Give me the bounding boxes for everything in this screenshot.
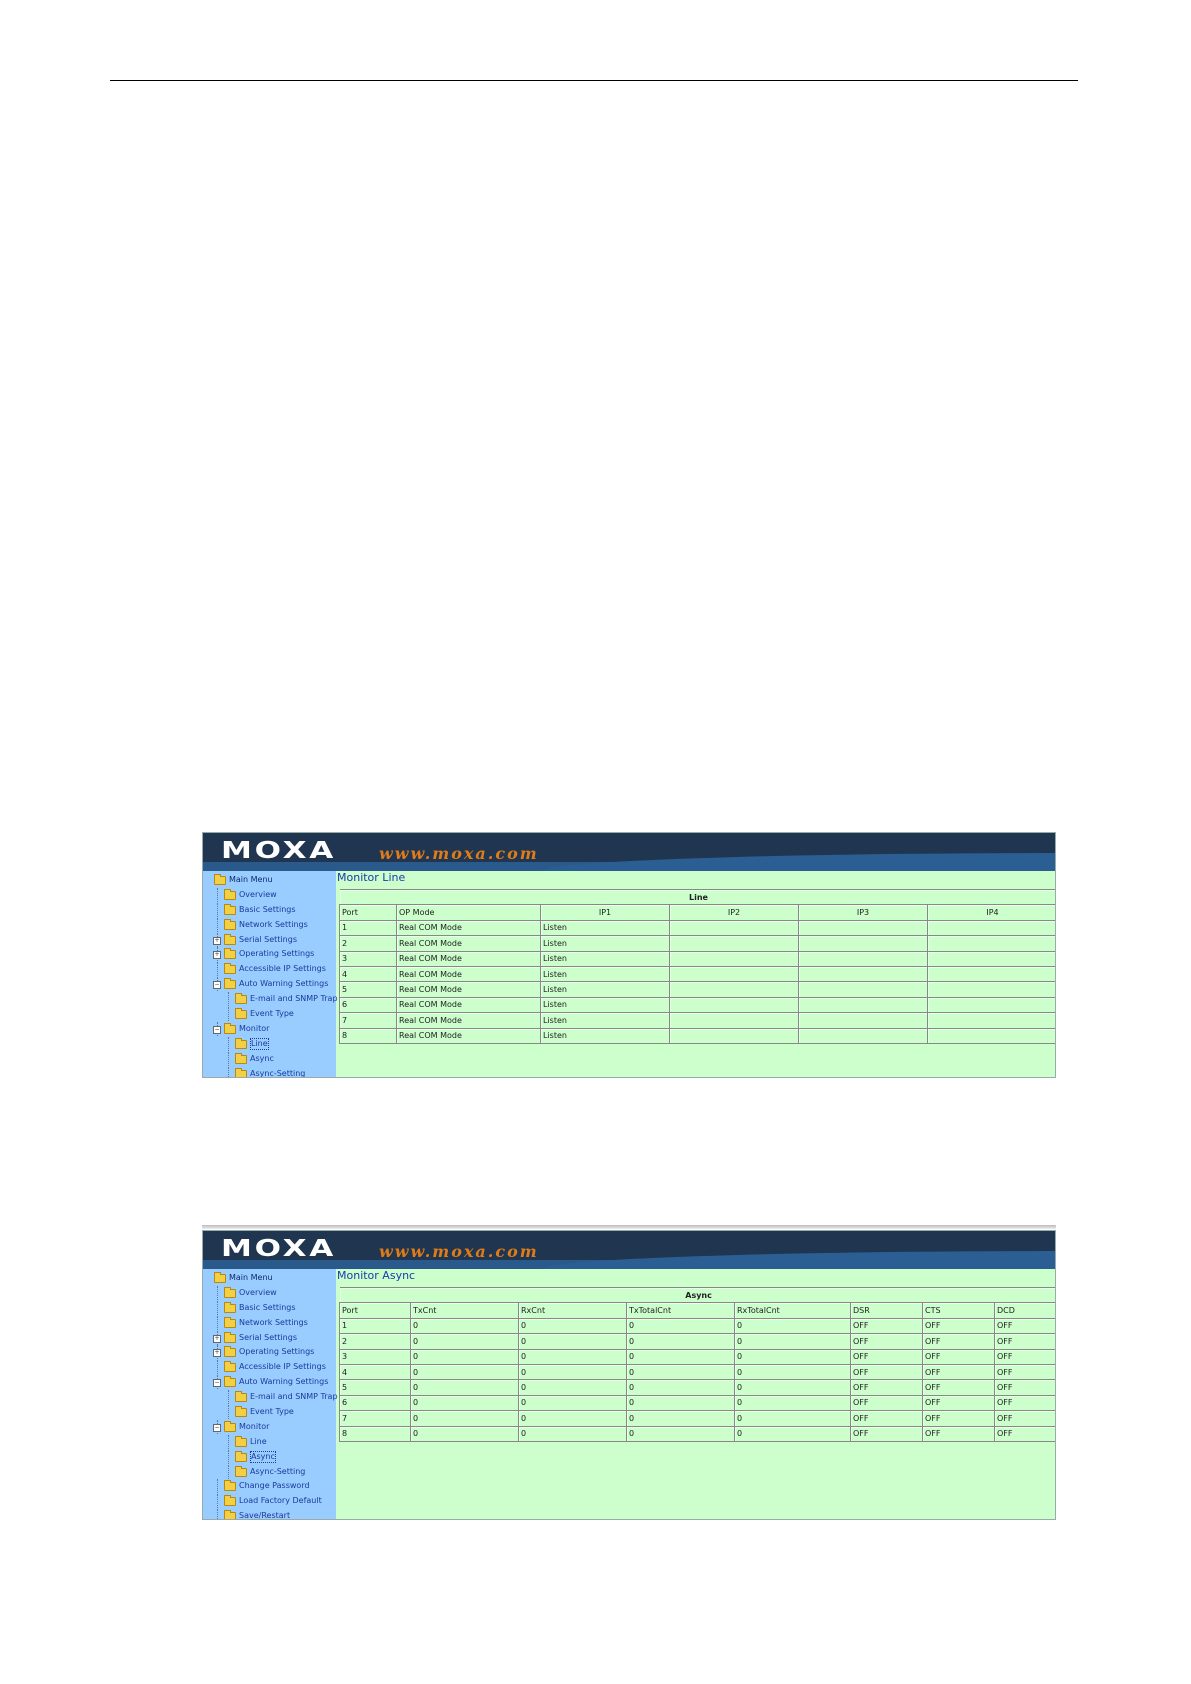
table-cell-txcnt: 0 xyxy=(411,1318,519,1333)
table-cell-dcd: OFF xyxy=(995,1380,1057,1395)
tree-connector xyxy=(217,1479,218,1493)
table-row xyxy=(340,951,1057,966)
table-row xyxy=(340,1395,1057,1410)
table-cell-port: 7 xyxy=(340,1013,397,1028)
table-cell-dsr: OFF xyxy=(851,1395,923,1410)
table-row xyxy=(340,1334,1057,1349)
folder-icon xyxy=(224,1363,236,1372)
table-cell-txtotalcnt: 0 xyxy=(627,1318,735,1333)
table-cell-ip2 xyxy=(670,951,799,966)
table-cell-txcnt: 0 xyxy=(411,1395,519,1410)
table-row xyxy=(340,1426,1057,1441)
sidebar-item-serial-settings[interactable] xyxy=(203,933,336,948)
sidebar-item-label: Serial Settings xyxy=(239,934,297,944)
column-header-txcnt: TxCnt xyxy=(411,1303,519,1318)
table-cell-dsr: OFF xyxy=(851,1364,923,1379)
sidebar-item-label: Overview xyxy=(239,889,277,899)
table-cell-ip4 xyxy=(928,951,1057,966)
collapse-icon[interactable]: − xyxy=(214,1379,220,1387)
table-cell-ip3 xyxy=(799,982,928,997)
column-header-port: Port xyxy=(340,1303,411,1318)
table-cell-txcnt: 0 xyxy=(411,1426,519,1441)
sidebar-item-label: Network Settings xyxy=(239,919,308,929)
table-row xyxy=(340,1364,1057,1379)
async-table xyxy=(339,1287,1056,1442)
sidebar-item-overview[interactable] xyxy=(203,888,336,903)
table-cell-ip1: Listen xyxy=(541,951,670,966)
sidebar-item-async[interactable] xyxy=(203,1052,336,1067)
table-cell-txtotalcnt: 0 xyxy=(627,1349,735,1364)
sidebar-item-async-setting[interactable] xyxy=(203,1067,336,1078)
folder-icon xyxy=(235,1408,247,1417)
sidebar-item-label: Change Password xyxy=(239,1481,310,1491)
table-row xyxy=(340,920,1057,935)
sidebar-item-basic-settings[interactable] xyxy=(203,903,336,918)
table-cell-port: 4 xyxy=(340,966,397,981)
table-header-row xyxy=(340,905,1057,920)
folder-icon xyxy=(224,906,236,915)
table-cell-rxtotalcnt: 0 xyxy=(735,1426,851,1441)
table-cell-port: 8 xyxy=(340,1426,411,1441)
sidebar-item-label: Line xyxy=(251,1038,268,1048)
table-cell-cts: OFF xyxy=(923,1334,995,1349)
table-cell-ip1: Listen xyxy=(541,966,670,981)
sidebar-item-accessible-ip-settings[interactable] xyxy=(203,962,336,977)
collapse-icon[interactable]: − xyxy=(214,981,220,989)
tree-connector xyxy=(228,1450,229,1464)
moxa-url[interactable]: www.moxa.com xyxy=(379,1242,539,1261)
page-title: Monitor Async xyxy=(337,1269,416,1282)
table-row xyxy=(340,1013,1057,1028)
expand-icon[interactable]: + xyxy=(214,951,220,959)
sidebar-item-serial-settings[interactable] xyxy=(203,1331,336,1346)
table-cell-rxcnt: 0 xyxy=(519,1334,627,1349)
main-content xyxy=(337,1269,1055,1519)
table-cell-ip4 xyxy=(928,966,1057,981)
table-cell-port: 1 xyxy=(340,1318,411,1333)
sidebar-item-line[interactable] xyxy=(203,1037,336,1052)
table-cell-cts: OFF xyxy=(923,1395,995,1410)
table-cell-dcd: OFF xyxy=(995,1349,1057,1364)
folder-icon xyxy=(214,1274,226,1283)
table-cell-port: 6 xyxy=(340,997,397,1012)
tree-connector xyxy=(228,1465,229,1479)
folder-icon xyxy=(235,1055,247,1064)
column-header-ip1: IP1 xyxy=(541,905,670,920)
folder-icon xyxy=(224,1025,236,1034)
sidebar-item-label: Overview xyxy=(239,1287,277,1297)
table-cell-op-mode: Real COM Mode xyxy=(397,920,541,935)
table-cell-port: 1 xyxy=(340,920,397,935)
table-cell-dcd: OFF xyxy=(995,1334,1057,1349)
moxa-banner xyxy=(203,1231,1055,1269)
table-cell-ip4 xyxy=(928,920,1057,935)
table-cell-ip2 xyxy=(670,997,799,1012)
folder-icon xyxy=(224,1497,236,1506)
sidebar-item-label: Monitor xyxy=(239,1421,270,1431)
sidebar-item-e-mail-and-snmp-trap[interactable] xyxy=(203,1390,336,1405)
collapse-icon[interactable]: − xyxy=(214,1025,220,1033)
table-cell-port: 2 xyxy=(340,936,397,951)
tree-connector xyxy=(217,1316,218,1330)
folder-icon xyxy=(224,1289,236,1298)
tree-connector xyxy=(228,1435,229,1449)
table-cell-txtotalcnt: 0 xyxy=(627,1395,735,1410)
sidebar-item-event-type[interactable] xyxy=(203,1007,336,1022)
table-cell-op-mode: Real COM Mode xyxy=(397,982,541,997)
table-cell-port: 3 xyxy=(340,1349,411,1364)
table-cell-port: 6 xyxy=(340,1395,411,1410)
banner-wave xyxy=(543,1251,1055,1269)
table-cell-rxtotalcnt: 0 xyxy=(735,1364,851,1379)
table-cell-cts: OFF xyxy=(923,1426,995,1441)
sidebar-item-async-setting[interactable] xyxy=(203,1465,336,1480)
table-cell-ip2 xyxy=(670,966,799,981)
tree-connector xyxy=(228,1052,229,1066)
table-cell-op-mode: Real COM Mode xyxy=(397,1028,541,1043)
tree-connector xyxy=(217,918,218,932)
folder-icon xyxy=(235,1468,247,1477)
folder-icon xyxy=(224,1512,236,1520)
table-cell-txcnt: 0 xyxy=(411,1364,519,1379)
table-caption: Async xyxy=(340,1288,1057,1303)
table-row xyxy=(340,1380,1057,1395)
tree-connector xyxy=(217,1494,218,1508)
sidebar-item-label: E-mail and SNMP Trap xyxy=(250,994,338,1004)
sidebar-item-main-menu[interactable] xyxy=(203,873,336,888)
table-cell-txcnt: 0 xyxy=(411,1380,519,1395)
collapse-icon[interactable]: − xyxy=(214,1423,220,1431)
table-cell-dsr: OFF xyxy=(851,1318,923,1333)
folder-icon xyxy=(235,1010,247,1019)
table-cell-txtotalcnt: 0 xyxy=(627,1380,735,1395)
tree-connector xyxy=(228,1037,229,1051)
table-cell-dcd: OFF xyxy=(995,1395,1057,1410)
folder-icon xyxy=(224,1423,236,1432)
table-cell-ip4 xyxy=(928,1013,1057,1028)
screenshot-monitor-async xyxy=(202,1230,1056,1520)
sidebar-item-label: Basic Settings xyxy=(239,1302,296,1312)
table-cell-port: 2 xyxy=(340,1334,411,1349)
menu-tree xyxy=(203,1269,336,1520)
sidebar-item-event-type[interactable] xyxy=(203,1405,336,1420)
table-cell-port: 8 xyxy=(340,1028,397,1043)
folder-icon xyxy=(224,936,236,945)
sidebar-item-network-settings[interactable] xyxy=(203,1316,336,1331)
sidebar-item-label: Accessible IP Settings xyxy=(239,964,326,974)
table-cell-ip4 xyxy=(928,982,1057,997)
sidebar-item-label: Operating Settings xyxy=(239,1347,315,1357)
column-header-ip3: IP3 xyxy=(799,905,928,920)
table-cell-cts: OFF xyxy=(923,1318,995,1333)
column-header-ip4: IP4 xyxy=(928,905,1057,920)
table-cell-port: 4 xyxy=(340,1364,411,1379)
table-cell-op-mode: Real COM Mode xyxy=(397,966,541,981)
sidebar-item-operating-settings[interactable] xyxy=(203,947,336,962)
table-header-row xyxy=(340,1303,1057,1318)
folder-icon xyxy=(224,950,236,959)
sidebar-item-monitor[interactable] xyxy=(203,1420,336,1435)
table-cell-rxcnt: 0 xyxy=(519,1426,627,1441)
moxa-url[interactable]: www.moxa.com xyxy=(379,844,539,863)
table-cell-dcd: OFF xyxy=(995,1411,1057,1426)
sidebar-item-async[interactable] xyxy=(203,1450,336,1465)
moxa-logo[interactable]: MOXA xyxy=(221,838,336,864)
column-header-dsr: DSR xyxy=(851,1303,923,1318)
table-cell-ip3 xyxy=(799,1028,928,1043)
table-caption: Line xyxy=(340,890,1057,905)
table-caption-row xyxy=(340,1288,1057,1303)
table-cell-txtotalcnt: 0 xyxy=(627,1426,735,1441)
tree-connector xyxy=(217,888,218,902)
table-cell-txtotalcnt: 0 xyxy=(627,1411,735,1426)
table-cell-port: 5 xyxy=(340,1380,411,1395)
folder-icon xyxy=(235,1453,247,1462)
sidebar-item-auto-warning-settings[interactable] xyxy=(203,1375,336,1390)
table-cell-ip2 xyxy=(670,1028,799,1043)
table-cell-rxtotalcnt: 0 xyxy=(735,1411,851,1426)
table-cell-ip1: Listen xyxy=(541,936,670,951)
page-title: Monitor Line xyxy=(337,871,406,884)
menu-tree xyxy=(203,871,336,1078)
table-cell-ip1: Listen xyxy=(541,1013,670,1028)
sidebar-item-overview[interactable] xyxy=(203,1286,336,1301)
sidebar-item-save-restart[interactable] xyxy=(203,1509,336,1520)
sidebar-item-label: Async-Setting xyxy=(250,1466,306,1476)
screenshot-monitor-line xyxy=(202,832,1056,1078)
table-cell-port: 7 xyxy=(340,1411,411,1426)
expand-icon[interactable]: + xyxy=(214,1349,220,1357)
table-cell-rxtotalcnt: 0 xyxy=(735,1349,851,1364)
table-cell-dsr: OFF xyxy=(851,1411,923,1426)
table-row xyxy=(340,1411,1057,1426)
screenshot-top-edge xyxy=(202,1225,1056,1229)
sidebar-item-monitor[interactable] xyxy=(203,1022,336,1037)
sidebar-item-label: Basic Settings xyxy=(239,904,296,914)
sidebar-item-label: Operating Settings xyxy=(239,949,315,959)
table-cell-txcnt: 0 xyxy=(411,1349,519,1364)
sidebar-item-main-menu[interactable] xyxy=(203,1271,336,1286)
table-row xyxy=(340,1028,1057,1043)
table-cell-ip3 xyxy=(799,966,928,981)
sidebar-item-label: Monitor xyxy=(239,1023,270,1033)
table-cell-ip1: Listen xyxy=(541,1028,670,1043)
table-row xyxy=(340,997,1057,1012)
column-header-rxtotalcnt: RxTotalCnt xyxy=(735,1303,851,1318)
sidebar-item-label: Line xyxy=(250,1436,267,1446)
sidebar-item-label: E-mail and SNMP Trap xyxy=(250,1392,338,1402)
table-cell-ip4 xyxy=(928,1028,1057,1043)
table-cell-ip4 xyxy=(928,936,1057,951)
table-cell-ip2 xyxy=(670,1013,799,1028)
sidebar-item-label: Event Type xyxy=(250,1009,294,1019)
table-cell-ip2 xyxy=(670,936,799,951)
folder-icon xyxy=(224,1348,236,1357)
folder-icon xyxy=(235,1438,247,1447)
table-cell-rxcnt: 0 xyxy=(519,1380,627,1395)
sidebar-item-accessible-ip-settings[interactable] xyxy=(203,1360,336,1375)
folder-icon xyxy=(224,1334,236,1343)
sidebar-item-operating-settings[interactable] xyxy=(203,1345,336,1360)
folder-icon xyxy=(235,995,247,1004)
sidebar-item-auto-warning-settings[interactable] xyxy=(203,977,336,992)
sidebar-item-label: Load Factory Default xyxy=(239,1496,322,1506)
sidebar-item-label: Save/Restart xyxy=(239,1511,291,1520)
table-cell-cts: OFF xyxy=(923,1411,995,1426)
main-content xyxy=(337,871,1055,1077)
table-cell-ip4 xyxy=(928,997,1057,1012)
table-cell-ip3 xyxy=(799,936,928,951)
header-rule xyxy=(110,80,1078,81)
column-header-rxcnt: RxCnt xyxy=(519,1303,627,1318)
folder-icon xyxy=(224,1304,236,1313)
table-cell-ip3 xyxy=(799,951,928,966)
table-cell-rxtotalcnt: 0 xyxy=(735,1380,851,1395)
column-header-cts: CTS xyxy=(923,1303,995,1318)
sidebar-item-change-password[interactable] xyxy=(203,1479,336,1494)
folder-icon xyxy=(214,876,226,885)
column-header-txtotalcnt: TxTotalCnt xyxy=(627,1303,735,1318)
table-cell-rxcnt: 0 xyxy=(519,1364,627,1379)
sidebar-item-label: Auto Warning Settings xyxy=(239,979,329,989)
tree-connector xyxy=(228,1390,229,1404)
tree-connector xyxy=(228,1067,229,1078)
table-cell-rxcnt: 0 xyxy=(519,1318,627,1333)
table-cell-ip3 xyxy=(799,997,928,1012)
tree-connector xyxy=(217,1286,218,1300)
folder-icon xyxy=(224,1482,236,1491)
table-row xyxy=(340,1318,1057,1333)
table-cell-dcd: OFF xyxy=(995,1426,1057,1441)
table-cell-port: 5 xyxy=(340,982,397,997)
table-cell-ip3 xyxy=(799,1013,928,1028)
sidebar-menu xyxy=(203,871,336,1077)
moxa-banner xyxy=(203,833,1055,871)
expand-icon[interactable]: + xyxy=(214,1334,220,1342)
sidebar-item-e-mail-and-snmp-trap[interactable] xyxy=(203,992,336,1007)
table-cell-dsr: OFF xyxy=(851,1334,923,1349)
table-caption-row xyxy=(340,890,1057,905)
table-cell-cts: OFF xyxy=(923,1349,995,1364)
column-header-dcd: DCD xyxy=(995,1303,1057,1318)
table-cell-cts: OFF xyxy=(923,1364,995,1379)
column-header-port: Port xyxy=(340,905,397,920)
banner-wave xyxy=(543,853,1055,871)
folder-icon xyxy=(235,1040,247,1049)
sidebar-item-label: Async xyxy=(250,1053,274,1063)
table-cell-dsr: OFF xyxy=(851,1426,923,1441)
table-cell-port: 3 xyxy=(340,951,397,966)
sidebar-item-label: Network Settings xyxy=(239,1317,308,1327)
sidebar-item-basic-settings[interactable] xyxy=(203,1301,336,1316)
folder-icon xyxy=(224,891,236,900)
table-cell-ip1: Listen xyxy=(541,920,670,935)
tree-connector xyxy=(217,1360,218,1374)
table-row xyxy=(340,1349,1057,1364)
table-cell-rxtotalcnt: 0 xyxy=(735,1395,851,1410)
table-cell-rxcnt: 0 xyxy=(519,1349,627,1364)
column-header-ip2: IP2 xyxy=(670,905,799,920)
table-cell-txtotalcnt: 0 xyxy=(627,1334,735,1349)
table-cell-ip3 xyxy=(799,920,928,935)
table-cell-txtotalcnt: 0 xyxy=(627,1364,735,1379)
table-cell-ip2 xyxy=(670,920,799,935)
sidebar-menu xyxy=(203,1269,336,1519)
moxa-logo[interactable]: MOXA xyxy=(221,1236,336,1262)
table-cell-dcd: OFF xyxy=(995,1318,1057,1333)
folder-icon xyxy=(224,965,236,974)
table-cell-ip1: Listen xyxy=(541,997,670,1012)
table-cell-dsr: OFF xyxy=(851,1380,923,1395)
sidebar-item-label: Serial Settings xyxy=(239,1332,297,1342)
table-row xyxy=(340,936,1057,951)
table-row xyxy=(340,982,1057,997)
tree-connector xyxy=(217,903,218,917)
table-cell-rxcnt: 0 xyxy=(519,1411,627,1426)
table-cell-dcd: OFF xyxy=(995,1364,1057,1379)
tree-connector xyxy=(228,992,229,1006)
folder-icon xyxy=(224,980,236,989)
table-cell-op-mode: Real COM Mode xyxy=(397,951,541,966)
table-cell-txcnt: 0 xyxy=(411,1411,519,1426)
table-cell-ip2 xyxy=(670,982,799,997)
table-cell-op-mode: Real COM Mode xyxy=(397,936,541,951)
folder-icon xyxy=(224,1378,236,1387)
sidebar-item-label: Main Menu xyxy=(229,1273,273,1282)
line-table xyxy=(339,889,1056,1044)
table-cell-cts: OFF xyxy=(923,1380,995,1395)
tree-connector xyxy=(217,962,218,976)
folder-icon xyxy=(224,1319,236,1328)
table-cell-txcnt: 0 xyxy=(411,1334,519,1349)
folder-icon xyxy=(235,1393,247,1402)
table-cell-rxtotalcnt: 0 xyxy=(735,1334,851,1349)
column-header-op-mode: OP Mode xyxy=(397,905,541,920)
sidebar-item-label: Accessible IP Settings xyxy=(239,1362,326,1372)
table-cell-dsr: OFF xyxy=(851,1349,923,1364)
sidebar-item-label: Main Menu xyxy=(229,875,273,884)
tree-connector xyxy=(217,1509,218,1520)
tree-connector xyxy=(217,1301,218,1315)
table-row xyxy=(340,966,1057,981)
sidebar-item-network-settings[interactable] xyxy=(203,918,336,933)
folder-icon xyxy=(235,1070,247,1078)
table-cell-op-mode: Real COM Mode xyxy=(397,997,541,1012)
folder-icon xyxy=(224,921,236,930)
sidebar-item-load-factory-default[interactable] xyxy=(203,1494,336,1509)
sidebar-item-label: Async xyxy=(251,1451,275,1461)
sidebar-item-label: Auto Warning Settings xyxy=(239,1377,329,1387)
tree-connector xyxy=(228,1405,229,1419)
sidebar-item-label: Async-Setting xyxy=(250,1068,306,1078)
sidebar-item-line[interactable] xyxy=(203,1435,336,1450)
table-cell-ip1: Listen xyxy=(541,982,670,997)
tree-connector xyxy=(228,1007,229,1021)
sidebar-item-label: Event Type xyxy=(250,1407,294,1417)
table-cell-op-mode: Real COM Mode xyxy=(397,1013,541,1028)
table-cell-rxtotalcnt: 0 xyxy=(735,1318,851,1333)
expand-icon[interactable]: + xyxy=(214,936,220,944)
table-cell-rxcnt: 0 xyxy=(519,1395,627,1410)
